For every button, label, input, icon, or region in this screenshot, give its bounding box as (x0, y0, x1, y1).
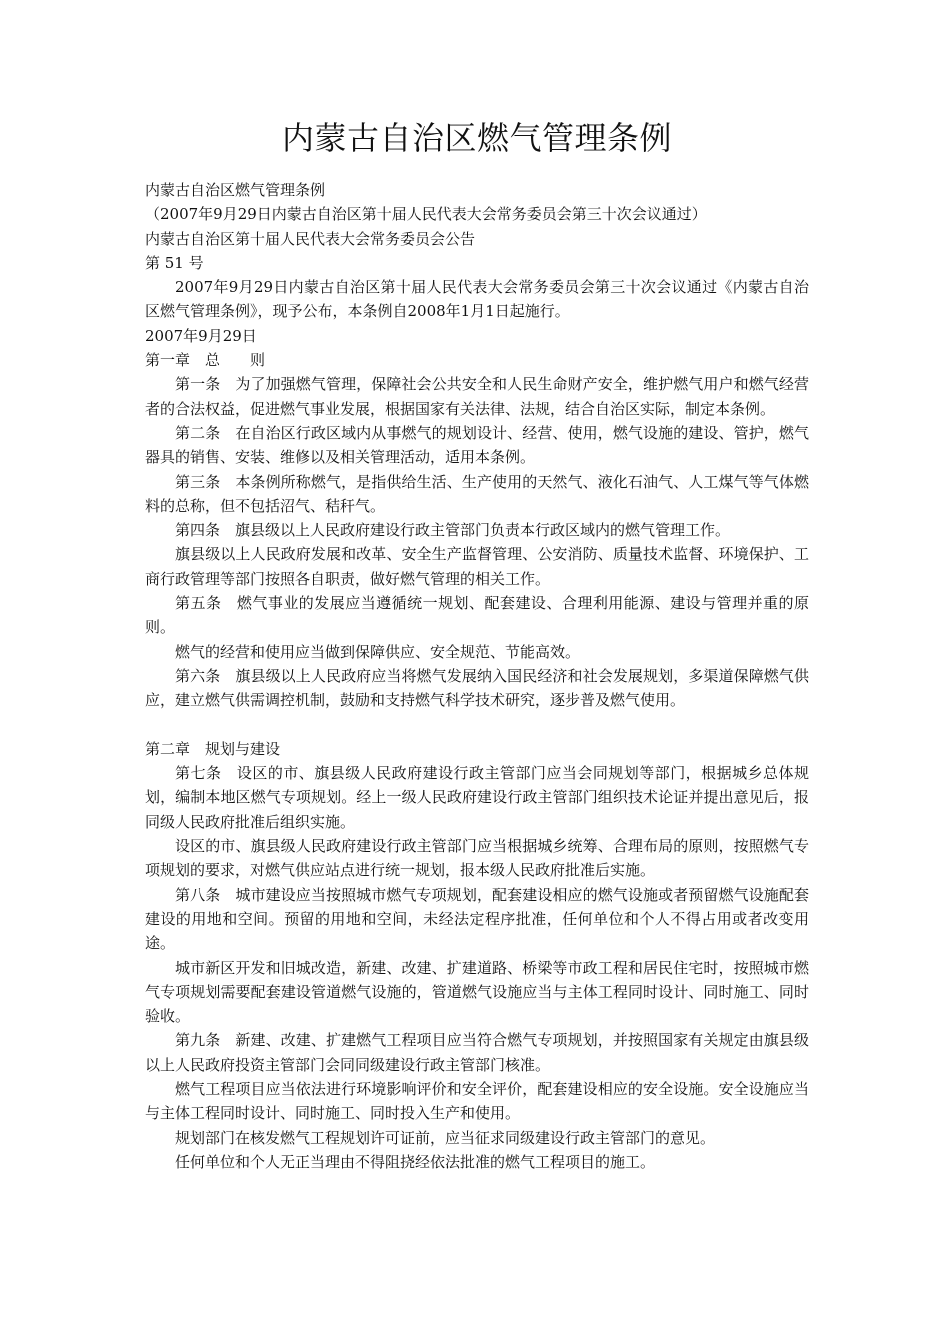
article-8-para-2: 城市新区开发和旧城改造，新建、改建、扩建道路、桥梁等市政工程和居民住宅时，按照城市燃气专项规划需要配套建设管道燃气设施的，管道燃气设施应当与主体工程同时设计、同时施工、同时验收。 (145, 958, 809, 1026)
article-2: 第二条 在自治区行政区域内从事燃气的规划设计、经营、使用，燃气设施的建设、管护，燃气器具的销售、安装、维修以及相关管理活动，适用本条例。 (145, 423, 809, 467)
article-1: 第一条 为了加强燃气管理，保障社会公共安全和人民生命财产安全，维护燃气用户和燃气经营者的合法权益，促进燃气事业发展，根据国家有关法律、法规，结合自治区实际，制定本条例。 (145, 375, 809, 418)
article-4: 第四条 旗县级以上人民政府建设行政主管部门负责本行政区域内的燃气管理工作。 (175, 521, 731, 540)
document-title: 内蒙古自治区燃气管理条例 (281, 119, 672, 157)
article-3: 第三条 本条例所称燃气，是指供给生活、生产使用的天然气、液化石油气、人工煤气等气体燃料的总称，但不包括沼气、秸秆气。 (145, 472, 809, 515)
document-body (145, 178, 809, 1174)
article-9-para-3: 规划部门在核发燃气工程规划许可证前，应当征求同级建设行政主管部门的意见。 (175, 1128, 716, 1147)
passed-note: （2007年9月29日内蒙古自治区第十届人民代表大会常务委员会第三十次会议通过） (145, 205, 707, 224)
article-6: 第六条 旗县级以上人民政府应当将燃气发展纳入国民经济和社会发展规划，多渠道保障燃气供应，建立燃气供需调控机制，鼓励和支持燃气科学技术研究，逐步普及燃气使用。 (145, 666, 809, 710)
article-7: 第七条 设区的市、旗县级人民政府建设行政主管部门应当会同规划等部门，根据城乡总体规划，编制本地区燃气专项规划。经上一级人民政府建设行政主管部门组织技术论证并提出意见后，报同级人民政府批准后组织实施。 (145, 764, 809, 831)
article-9: 第九条 新建、改建、扩建燃气工程项目应当符合燃气专项规划，并按照国家有关规定由旗县级以上人民政府投资主管部门会同同级建设行政主管部门核准。 (145, 1031, 809, 1074)
announcement-org: 内蒙古自治区第十届人民代表大会常务委员会公告 (145, 229, 476, 248)
article-5-para-2: 燃气的经营和使用应当做到保障供应、安全规范、节能高效。 (175, 642, 581, 661)
announcement-date: 2007年9月29日 (145, 326, 257, 345)
announcement-body: 2007年9月29日内蒙古自治区第十届人民代表大会常务委员会第三十次会议通过《内蒙古自治区燃气管理条例》，现予公布，本条例自2008年1月1日起施行。 (145, 278, 809, 321)
article-9-para-4: 任何单位和个人无正当理由不得阻挠经依法批准的燃气工程项目的施工。 (175, 1152, 656, 1171)
section-spacer (145, 713, 809, 737)
article-5: 第五条 燃气事业的发展应当遵循统一规划、配套建设、合理利用能源、建设与管理并重的原则。 (145, 594, 809, 637)
doc-name-line: 内蒙古自治区燃气管理条例 (145, 181, 326, 199)
article-4-para-2: 旗县级以上人民政府发展和改革、安全生产监督管理、公安消防、质量技术监督、环境保护、工商行政管理等部门按照各自职责，做好燃气管理的相关工作。 (145, 545, 809, 588)
article-7-para-2: 设区的市、旗县级人民政府建设行政主管部门应当根据城乡统筹、合理布局的原则，按照燃气专项规划的要求，对燃气供应站点进行统一规划，报本级人民政府批准后实施。 (145, 837, 809, 880)
chapter-1-heading: 第一章 总 则 (145, 351, 266, 370)
announcement-number: 第 51 号 (145, 253, 204, 272)
article-8: 第八条 城市建设应当按照城市燃气专项规划，配套建设相应的燃气设施或者预留燃气设施配套建设的用地和空间。预留的用地和空间，未经法定程序批准，任何单位和个人不得占用或者改变用途。 (145, 885, 809, 953)
chapter-2-heading: 第二章 规划与建设 (145, 739, 281, 758)
article-9-para-2: 燃气工程项目应当依法进行环境影响评价和安全评价，配套建设相应的安全设施。安全设施应当与主体工程同时设计、同时施工、同时投入生产和使用。 (145, 1079, 809, 1123)
